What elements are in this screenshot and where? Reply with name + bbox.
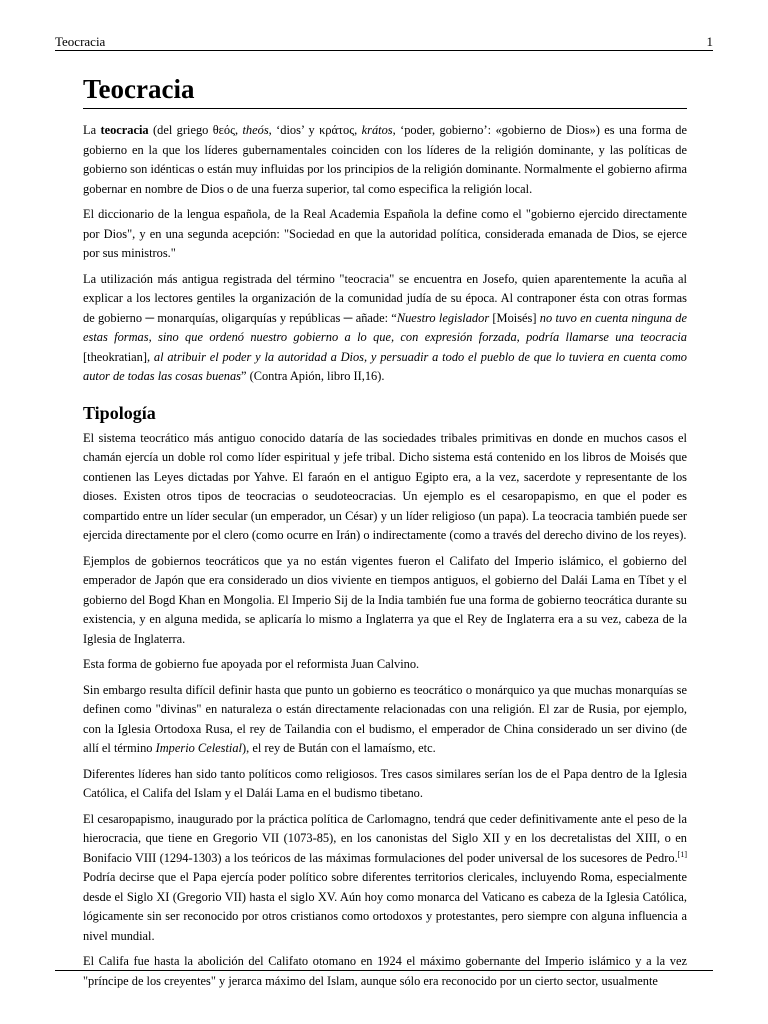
italic-term: theós — [242, 123, 269, 137]
text-run: , ‘dios’ y κράτος, — [268, 123, 362, 137]
italic-quote: Nuestro legislador — [396, 310, 490, 325]
running-header-title: Teocracia — [55, 34, 106, 49]
text-run: , ‘poder, gobierno’: «gobierno de Dios») es una forma de gobierno en la que los líderes gubernamentales coinciden con los líderes de la religión dominante, y las políticas de gobierno son idénticas o están muy influidas por los principios de la religión dominante. Normalmente el gobierno afirma gobernar en nombre de Dios o de una fuerza superior, tal como especifica la religión local. — [83, 123, 687, 196]
tipologia-paragraph-7: El Califa fue hasta la abolición del Califato otomano en 1924 el máximo gobernante del Imperio islámico y a la vez "príncipe de los creyentes" y jerarca máximo del Islam, aunque sólo era reconocido por un cierto sector, usualmente — [83, 954, 687, 988]
italic-term: krátos — [361, 123, 393, 137]
page-number: 1 — [706, 34, 713, 49]
tipologia-paragraph-4 — [83, 681, 687, 759]
text-run: La utilización más antigua registrada del término "teocracia" se encuentra en Josefo, quien aparentemente la acuña al explicar a los lectores gentiles la organización de la comunidad judía de su época. Al contraponer ésta con otras formas de gobierno ─ monarquías, oligarquías y repúblicas ─ añade: “ — [83, 271, 687, 325]
text-run: El cesaropapismo, inaugurado por la práctica política de Carlomagno, tendrá que ceder definitivamente ante el peso de la hierocracia, que tiene en Gregorio VII (1073-85), en los canonistas del Siglo XII y en los decretalistas del XIII, o en Bonifacio VIII (1294-1303) a los teóricos de las máximas formulaciones del poder universal de los sucesores de Pedro. — [83, 811, 687, 865]
text-run: ), el rey de Bután con el lamaísmo, etc. — [242, 741, 436, 755]
tipologia-paragraph-6 — [83, 810, 687, 947]
tipologia-paragraph-5: Diferentes líderes han sido tanto políticos como religiosos. Tres casos similares serían los de el Papa dentro de la Iglesia Católica, el Califa del Islam y el Dalái Lama en el budismo tibetano. — [83, 766, 687, 800]
italic-term: Imperio Celestial — [155, 741, 242, 755]
footnote-reference[interactable]: [1] — [677, 849, 687, 859]
tipologia-paragraph-3: Esta forma de gobierno fue apoyada por el reformista Juan Calvino. — [83, 657, 420, 671]
intro-paragraph-1 — [83, 121, 687, 199]
intro-paragraph-2: El diccionario de la lengua española, de la Real Academia Española la define como el "gobierno ejercido directamente por Dios", y en una segunda acepción: "Sociedad en que la autoridad política, considerada emanada de Dios, se ejerce por sus ministros." — [83, 207, 687, 260]
page-title: Teocracia — [83, 72, 687, 109]
tipologia-paragraph-2: Ejemplos de gobiernos teocráticos que ya no están vigentes fueron el Califato del Imperio islámico, el gobierno del emperador de Japón que era considerado un dios viviente en tiempos antiguos, el gobierno del Dalái Lama en Tíbet y el gobierno del Bogd Khan en Mongolia. El Imperio Sij de la India también fue una forma de gobierno teocrática durante su existencia, y en alguna medida, se aplicaría lo mismo a Inglaterra ya que el Rey de Inglaterra era a su vez, cabeza de la Iglesia de Inglaterra. — [83, 553, 687, 646]
italic-quote: no tuvo en cuenta ninguna de estas formas, sino que ordenó nuestro gobierno a lo que, con expresión forzada, podría llamarse una teocracia — [83, 310, 687, 344]
article-body — [83, 72, 687, 991]
text-run: Sin embargo resulta difícil definir hasta que punto un gobierno es teocrático o monárquico ya que muchas monarquías se definen como "divinas" en naturaleza o están directamente relacionadas con una religión. El zar de Rusia, por ejemplo, con la Iglesia Ortodoxa Rusa, el rey de Tailandia con el budismo, el emperador de China considerado un ser divino (de allí el término — [83, 682, 687, 755]
text-run: [Moisés] — [489, 310, 540, 325]
section-heading-tipologia: Tipología — [83, 402, 156, 423]
text-run: Podría decirse que el Papa ejercía poder político sobre diferentes territorios clericales, incluyendo Roma, especialmente desde el Siglo XI (Gregorio VII) hasta el siglo XV. Aún hoy como monarca del Vaticano es cabeza de la Iglesia Católica, lógicamente sin ser reconocido por otros cristianos como ortodoxos y protestantes, pero siempre con alguna influencia a nivel mundial. — [83, 870, 687, 943]
intro-paragraph-3 — [83, 270, 687, 387]
text-run: La — [83, 123, 101, 137]
running-header — [55, 34, 713, 51]
italic-quote: al atribuir el poder y la autoridad a Dios, y persuadir a todo el pueblo de que lo tuviera en cuenta como autor de todas las cosas buenas — [83, 349, 687, 383]
text-run: [theokratian], — [83, 349, 154, 364]
text-run: ” (Contra Apión, libro II,16). — [240, 369, 385, 383]
bold-term: teocracia — [100, 123, 149, 137]
footer-rule — [55, 970, 713, 971]
text-run: (del griego θεός, — [148, 123, 243, 137]
tipologia-paragraph-1: El sistema teocrático más antiguo conocido dataría de las sociedades tribales primitivas en donde en muchos casos el chamán ejercía un doble rol como líder espiritual y jefe tribal. Dicho sistema está contenido en los libros de Moisés que contienen las Leyes dictadas por Yahve. El faraón en el antiguo Egipto era, a la vez, sacerdote y representante de los dioses. Existen otros tipos de teocracias o seudoteocracias. Un ejemplo es el cesaropapismo, en que el poder es compartido entre un líder secular (un emperador, un César) y un líder religioso (un papa). La teocracia también puede ser ejercida directamente por el clero (como ocurre en Irán) o indirectamente (como a través del derecho divino de los reyes). — [83, 430, 687, 542]
